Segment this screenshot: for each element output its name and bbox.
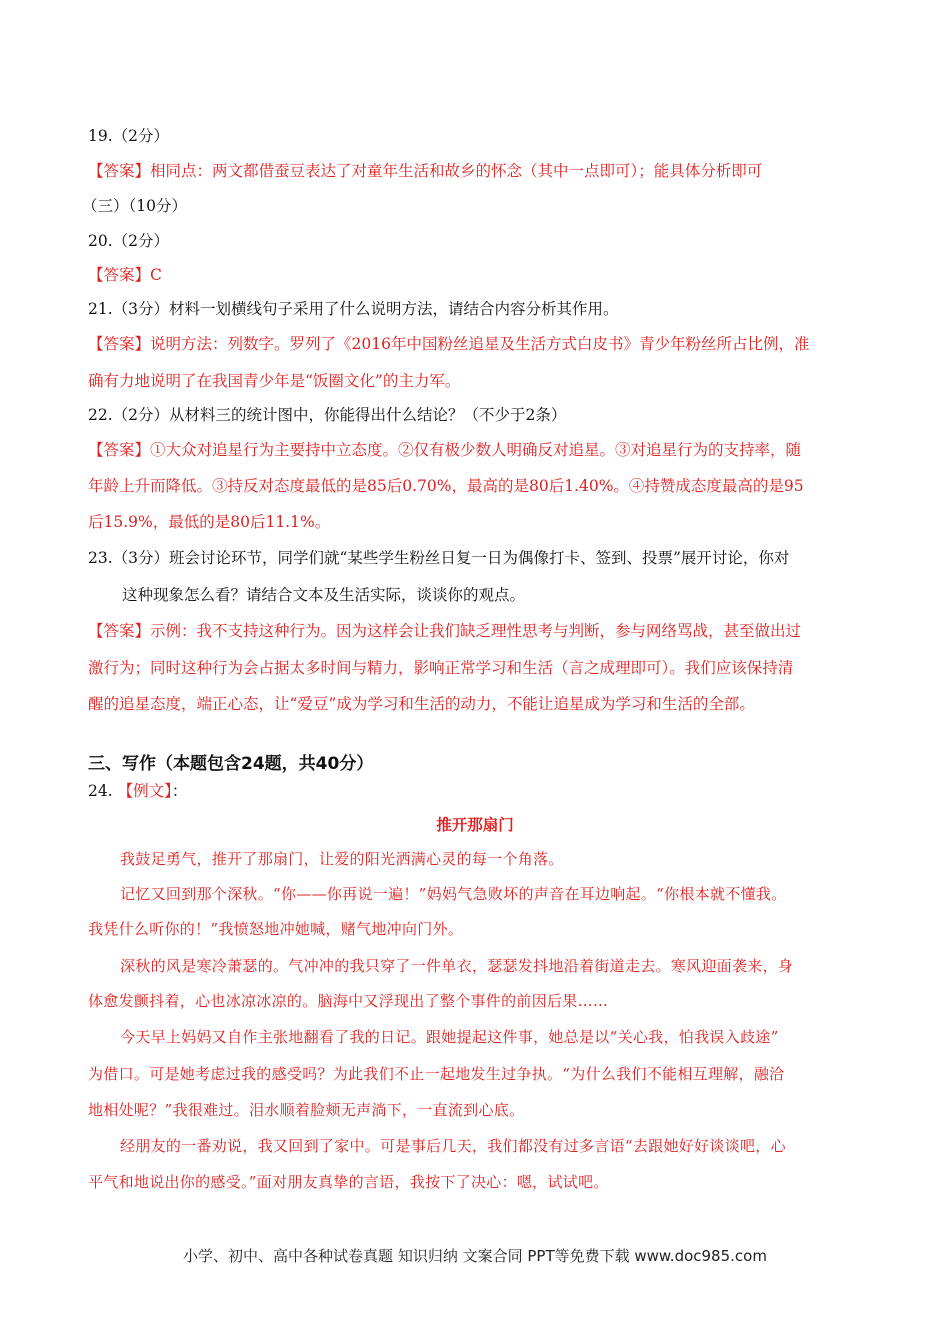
essay-line: 深秋的风是寒冷萧瑟的。气冲冲的我只穿了一件单衣，瑟瑟发抖地沿着街道走去。寒风迎面袭来，身 (120, 957, 794, 975)
q19-label: 19.（2分） (88, 127, 170, 145)
answer-tag: 【答案】 (88, 162, 151, 180)
q21-label: 21.（3分）材料一划横线句子采用了什么说明方法，请结合内容分析其作用。 (88, 300, 619, 318)
essay-line: 平气和地说出你的感受。”面对朋友真挚的言语，我按下了决心：嗯，试试吧。 (88, 1173, 609, 1191)
q21-answer-line1 (88, 333, 809, 355)
essay-line: 为借口。可是她考虑过我的感受吗？为此我们不止一起地发生过争执。“为什么我们不能相互理解，融洽 (88, 1065, 785, 1083)
answer-text: 说明方法：列数字。罗列了《2016年中国粉丝追星及生活方式白皮书》青少年粉丝所占比例，准 (150, 335, 810, 353)
q21-answer-line2: 确有力地说明了在我国青少年是“饭圈文化”的主力军。 (88, 372, 461, 390)
answer-tag: 【答案】 (88, 441, 151, 459)
q23-answer-line2: 激行为；同时这种行为会占据太多时间与精力，影响正常学习和生活（言之成理即可）。我们应该保持清 (88, 659, 794, 677)
essay-line: 体愈发颤抖着，心也冰凉冰凉的。脑海中又浮现出了整个事件的前因后果…… (88, 992, 609, 1010)
q24-label (88, 780, 187, 802)
essay-line: 经朋友的一番劝说，我又回到了家中。可是事后几天，我们都没有过多言语“去跟她好好谈谈吧，心 (120, 1137, 786, 1155)
q22-answer-line3: 后15.9%，最低的是80后11.1%。 (88, 513, 331, 531)
answer-text: 相同点：两文都借蚕豆表达了对童年生活和故乡的怀念（其中一点即可）；能具体分析即可 (150, 162, 763, 180)
answer-text: C (150, 266, 162, 284)
section-three-label: （三）（10分） (82, 197, 187, 215)
q24-colon: ： (171, 782, 188, 800)
essay-line: 我鼓足勇气，推开了那扇门，让爱的阳光洒满心灵的每一个角落。 (120, 850, 564, 868)
essay-line: 今天早上妈妈又自作主张地翻看了我的日记。跟她提起这件事，她总是以“关心我，怕我误入歧途” (120, 1028, 779, 1046)
q22-answer-line2: 年龄上升而降低。③持反对态度最低的是85后0.70%，最高的是80后1.40%。④持赞成态度最高的是95 (88, 477, 804, 495)
q24-number: 24. (88, 782, 113, 800)
page-footer: 小学、初中、高中各种试卷真题 知识归纳 文案合同 PPT等免费下载 www.doc985.com (183, 1247, 767, 1265)
essay-title: 推开那扇门 (436, 816, 514, 834)
q22-answer-line1 (88, 439, 801, 461)
q20-label: 20.（2分） (88, 232, 170, 250)
q23-label-line1: 23.（3分）班会讨论环节，同学们就“某些学生粉丝日复一日为偶像打卡、签到、投票”展开讨论，你对 (88, 549, 790, 567)
q23-answer-line3: 醒的追星态度，端正心态，让“爱豆”成为学习和生活的动力，不能让追星成为学习和生活的全部。 (88, 695, 755, 713)
answer-tag: 【答案】 (88, 335, 151, 353)
q20-answer (88, 264, 162, 286)
example-tag: 【例文】 (117, 782, 172, 800)
answer-tag: 【答案】 (88, 266, 151, 284)
answer-tag: 【答案】 (88, 622, 151, 640)
essay-line: 我凭什么听你的！”我愤怒地冲她喊，赌气地冲向门外。 (88, 920, 464, 938)
answer-text: 示例：我不支持这种行为。因为这样会让我们缺乏理性思考与判断，参与网络骂战，甚至做出过 (150, 622, 802, 640)
essay-line: 记忆又回到那个深秋。“你——你再说一遍！”妈妈气急败坏的声音在耳边响起。“你根本就不懂我。 (120, 885, 787, 903)
answer-text: ①大众对追星行为主要持中立态度。②仅有极少数人明确反对追星。③对追星行为的支持率，随 (150, 441, 802, 459)
essay-line: 地相处呢？”我很难过。泪水顺着脸颊无声淌下，一直流到心底。 (88, 1101, 525, 1119)
q23-label-line2: 这种现象怎么看？请结合文本及生活实际，谈谈你的观点。 (122, 586, 526, 604)
q22-label: 22.（2分）从材料三的统计图中，你能得出什么结论？（不少于2条） (88, 406, 567, 424)
q23-answer-line1 (88, 620, 801, 642)
q19-answer (88, 160, 762, 182)
section-heading: 三、写作（本题包含24题，共40分） (88, 754, 374, 774)
